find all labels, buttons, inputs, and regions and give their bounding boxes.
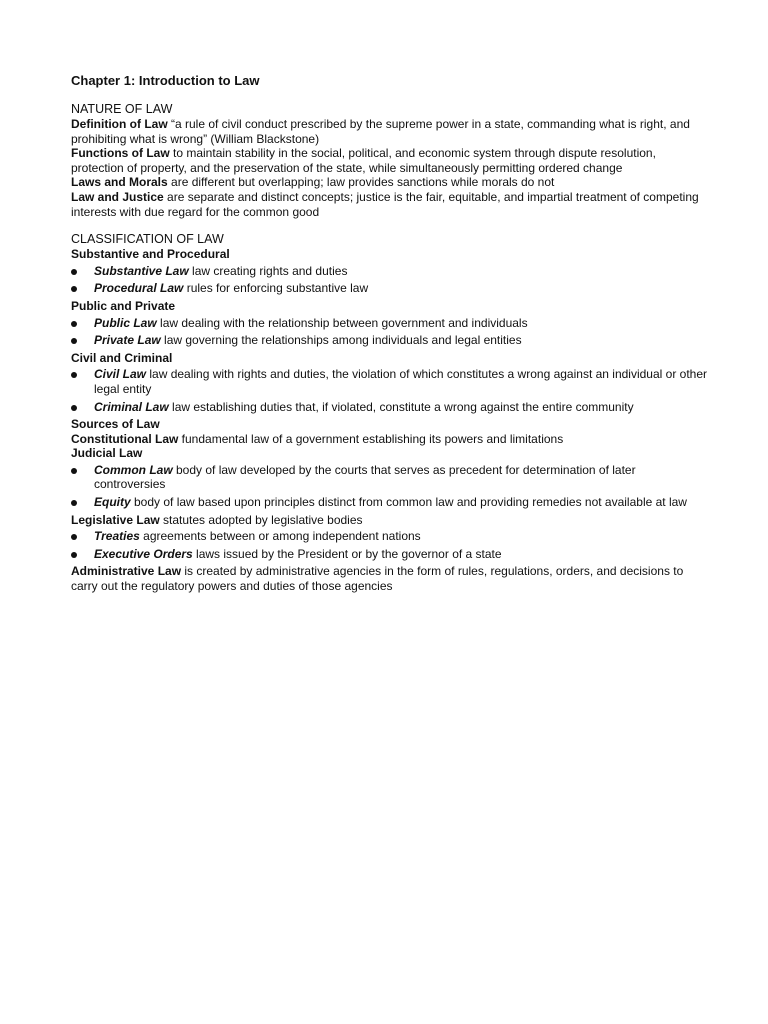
classification-of-law-heading: CLASSIFICATION OF LAW [71,232,224,247]
entry-term: Functions of Law [71,146,170,161]
item-term: Substantive Law [94,263,189,278]
laws-and-morals-entry [71,175,708,190]
nature-of-law-heading: NATURE OF LAW [71,102,173,116]
list-item [71,333,708,348]
item-term: Civil Law [94,367,147,382]
item-text: laws issued by the President or by the governor of a state [192,546,502,561]
item-text: law dealing with rights and duties, the violation of which constitutes a wrong against an individual or other legal entity [94,367,708,396]
item-term: Criminal Law [94,399,169,414]
bullet-icon [71,552,77,558]
entry-text: “a rule of civil conduct prescribed by the supreme power in a state, commanding what is right, and prohibiting what is wrong” (William Blackstone) [71,117,690,146]
item-term: Private Law [94,333,161,348]
definition-of-law-entry [71,117,708,146]
item-text: body of law developed by the courts that serves as precedent for determination of later controversies [94,462,636,492]
entry-text: is created by administrative agencies in the form of rules, regulations, orders, and decisions to carry out the regulatory powers and duties of those agencies [71,564,684,594]
list-item [71,367,708,396]
civil-criminal-heading: Civil and Criminal [71,350,173,365]
document-title: Chapter 1: Introduction to Law [71,73,260,88]
list-item [71,264,708,279]
section-spacer [71,219,708,232]
list-item [71,495,708,510]
entry-term: Legislative Law [71,512,160,527]
functions-of-law-entry [71,146,708,175]
list-item [71,547,708,562]
item-term: Common Law [94,462,173,477]
administrative-law-entry [71,564,708,593]
entry-term: Definition of Law [71,117,168,131]
item-text: body of law based upon principles distinct from common law and providing remedies not available at law [130,495,687,510]
entry-text: to maintain stability in the social, political, and economic system through dispute resolution, protection of property, and the preservation of the state, while simultaneously permitting ordered change [71,146,656,175]
judicial-law-heading: Judicial Law [71,446,143,461]
list-item [71,400,708,415]
bullet-icon [71,500,77,506]
entry-term: Laws and Morals [71,175,168,190]
sources-of-law-heading: Sources of Law [71,417,160,432]
item-text: rules for enforcing substantive law [183,281,369,296]
item-term: Equity [94,495,131,510]
list-item [71,463,708,492]
entry-text: are separate and distinct concepts; justice is the fair, equitable, and impartial treatment of competing interests with due regard for the common good [71,189,699,219]
entry-term: Constitutional Law [71,431,179,446]
public-private-heading: Public and Private [71,298,176,313]
constitutional-law-entry [71,432,708,447]
item-text: law dealing with the relationship between government and individuals [156,315,528,330]
bullet-icon [71,321,77,327]
bullet-icon [71,269,77,275]
entry-text: are different but overlapping; law provides sanctions while morals do not [167,175,555,190]
bullet-icon [71,468,77,474]
bullet-icon [71,372,77,378]
substantive-procedural-heading: Substantive and Procedural [71,247,230,262]
bullet-icon [71,286,77,292]
item-term: Public Law [94,315,157,330]
item-text: law governing the relationships among individuals and legal entities [160,333,522,348]
item-text: agreements between or among independent nations [139,529,421,544]
bullet-icon [71,338,77,344]
item-term: Executive Orders [94,546,193,561]
bullet-icon [71,405,77,411]
entry-term: Law and Justice [71,189,164,204]
item-text: law creating rights and duties [188,263,348,278]
law-and-justice-entry [71,190,708,219]
item-term: Procedural Law [94,281,184,296]
item-text: law establishing duties that, if violated, constitute a wrong against the entire community [168,399,634,414]
entry-text: fundamental law of a government establishing its powers and limitations [178,431,564,446]
entry-term: Administrative Law [71,564,182,579]
item-term: Treaties [94,529,140,544]
list-item [71,529,708,544]
bullet-icon [71,534,77,540]
list-item [71,281,708,296]
legislative-law-entry [71,513,708,528]
entry-text: statutes adopted by legislative bodies [159,512,363,527]
list-item [71,316,708,331]
